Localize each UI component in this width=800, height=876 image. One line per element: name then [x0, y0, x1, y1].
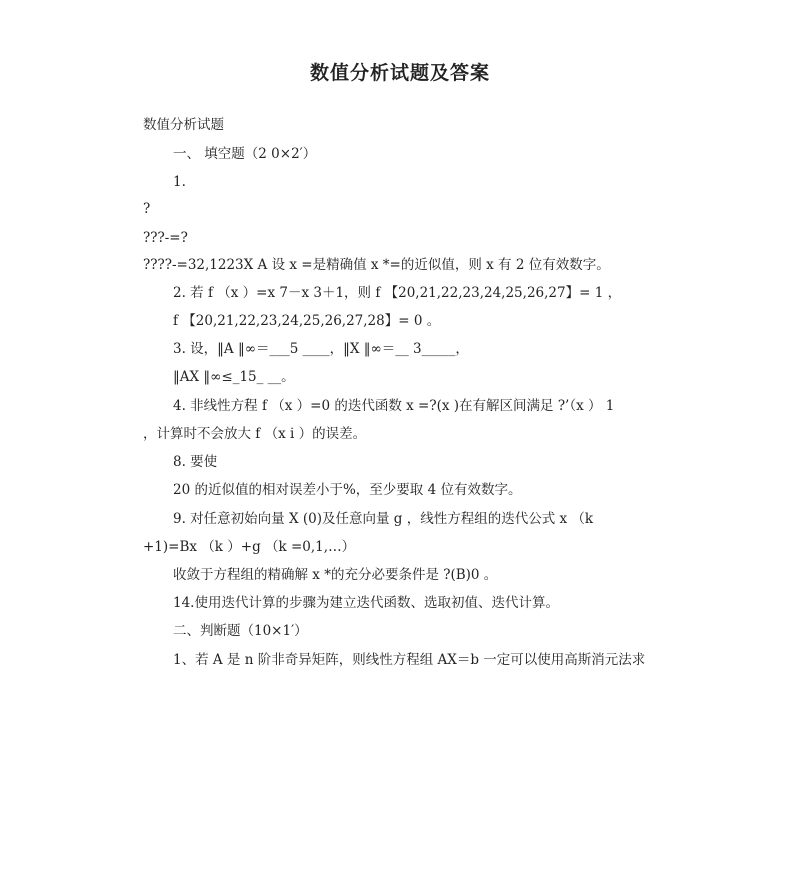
question-2: 2. 若 f （x ）=x 7－x 3＋1，则 f 【20,21,22,23,24,25,26,27】= 1 ，: [173, 285, 622, 301]
question-number: 1.: [173, 174, 186, 190]
text-line: ?: [143, 201, 151, 217]
document-title: 数值分析试题及答案: [309, 62, 490, 84]
text-line: ‖AX ‖∞≤_15_ __。: [173, 369, 295, 385]
text-line: ????-=32,1223X A 设 x =是精确值 x *=的近似值，则 x 有 2 位有效数字。: [143, 257, 610, 273]
question-3: 3. 设，‖A ‖∞＝___5 ____，‖X ‖∞＝__ 3_____，: [173, 341, 469, 357]
text-line: 收敛于方程组的精确解 x *的充分必要条件是 ?(B)0 。: [173, 567, 498, 583]
text-line: f 【20,21,22,23,24,25,26,27,28】= 0 。: [173, 313, 441, 329]
section-heading: 数值分析试题: [143, 117, 224, 133]
text-line: ，计算时不会放大 f （x i ）的误差。: [143, 426, 367, 442]
text-line: 20 的近似值的相对误差小于%，至少要取 4 位有效数字。: [173, 482, 522, 498]
question-8: 8. 要使: [173, 454, 218, 470]
fill-in-heading: 一、 填空题（2 0×2′）: [173, 146, 317, 162]
question-14: 14.使用迭代计算的步骤为建立迭代函数、选取初值、迭代计算。: [173, 595, 559, 611]
true-false-question-1: 1、若 A 是 n 阶非奇异矩阵，则线性方程组 AX＝b 一定可以使用高斯消元法求: [173, 652, 646, 668]
text-line: ???-=?: [143, 230, 188, 246]
text-line: +1)=Bx （k ）+g （k =0,1,…）: [143, 539, 356, 555]
question-9: 9. 对任意初始向量 X (0)及任意向量 g ，线性方程组的迭代公式 x （k: [173, 511, 594, 527]
question-4: 4. 非线性方程 f （x ）=0 的迭代函数 x =?(x )在有解区间满足 ?’（x ） 1: [173, 398, 615, 414]
true-false-heading: 二、判断题（10×1′）: [173, 623, 308, 639]
